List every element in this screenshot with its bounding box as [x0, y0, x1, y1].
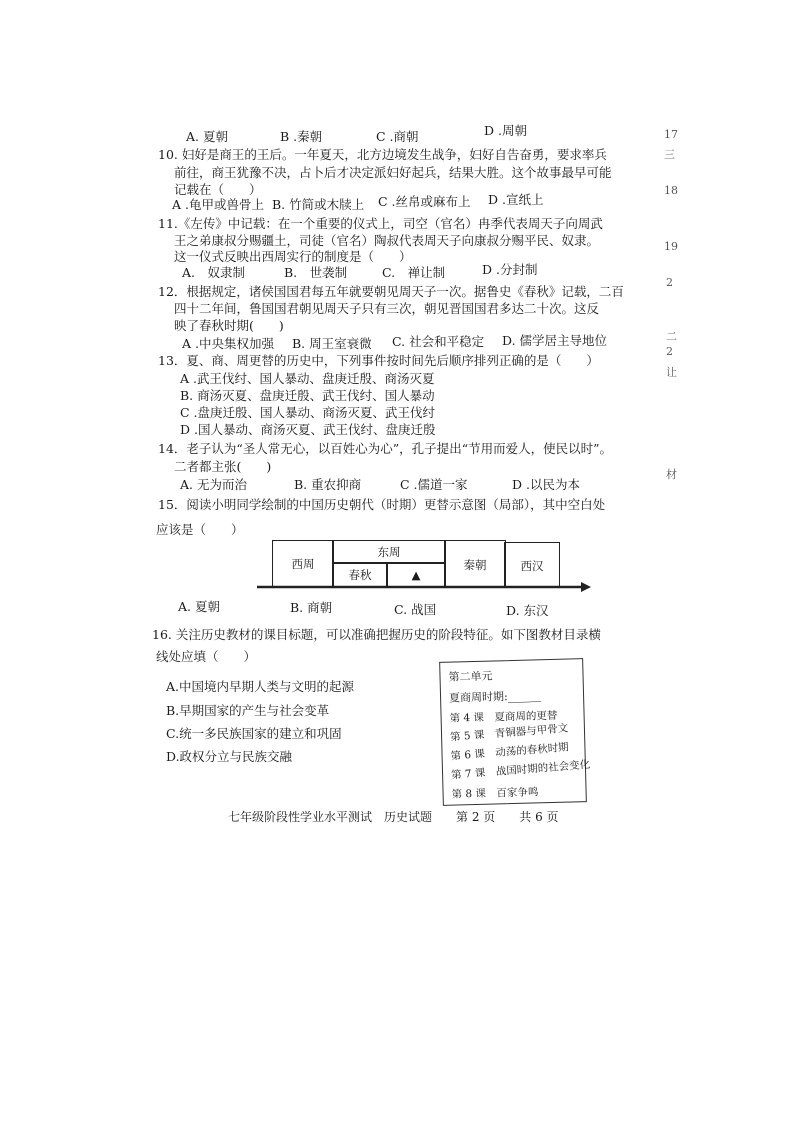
- toc-lesson-7: 第 7 课 战国时期的社会变化: [450, 758, 591, 782]
- q16-option-c: C.统一多民族国家的建立和巩固: [166, 726, 342, 741]
- q15-stem-line1: 15．阅读小明同学绘制的中国历史朝代（时期）更替示意图（局部），其中空白处: [158, 497, 606, 512]
- q12-stem-line1: 12．根据规定，诸侯国国君每五年就要朝见周天子一次。据鲁史《春秋》记载，二百: [158, 284, 624, 299]
- toc-unit-title: 第二单元: [448, 669, 493, 684]
- timeline-label-dongzhou: 东周: [377, 545, 401, 559]
- q11-stem-line3: 这一仪式反映出西周实行的制度是（ ）: [174, 249, 412, 264]
- q14-option-a: A. 无为而治: [180, 477, 247, 492]
- page-footer: 七年级阶段性学业水平测试 历史试题 第 2 页 共 6 页: [228, 810, 559, 824]
- q10-stem-line2: 前往，商王犹豫不决，占卜后才决定派妇好起兵，结果大胜。这个故事最早可能: [174, 165, 612, 180]
- timeline-box-dongzhou: [332, 540, 446, 564]
- q9-option-d: D .周朝: [484, 123, 527, 138]
- q12-option-d: D. 儒学居主导地位: [502, 333, 608, 348]
- q14-stem-line2: 二者都主张( ): [174, 459, 272, 474]
- timeline-label-qin: 秦朝: [463, 558, 487, 572]
- toc-lesson-6: 第 6 课 动荡的春秋时期: [450, 741, 570, 763]
- toc-card: [439, 658, 591, 806]
- q9-option-b: B .秦朝: [280, 129, 323, 144]
- q10-option-d: D .宣纸上: [488, 192, 544, 207]
- toc-lesson-8: 第 8 课 百家争鸣: [451, 786, 539, 801]
- q14-option-b: B. 重农抑商: [294, 477, 362, 492]
- q11-option-a: A. 奴隶制: [182, 265, 246, 280]
- q14-stem-line1: 14．老子认为“圣人常无心，以百姓心为心”，孔子提出“节用而爱人，使民以时”。: [158, 441, 612, 456]
- timeline-blank-marker: ▲: [411, 568, 421, 582]
- q16-stem-line1: 16. 关注历史教材的课目标题，可以准确把握历史的阶段特征。如下图教材目录横: [152, 627, 601, 642]
- q12-option-a: A .中央集权加强: [182, 336, 274, 351]
- edge-mark-5: 2: [666, 276, 673, 289]
- q10-option-b: B. 竹简或木牍上: [272, 197, 365, 212]
- q11-option-c: C. 禅让制: [382, 265, 446, 280]
- q13-option-b: B. 商汤灭夏、盘庚迁殷、武王伐纣、国人暴动: [180, 388, 435, 403]
- toc-lesson-5: 第 5 课 青铜器与甲骨文: [449, 722, 569, 744]
- q11-option-d: D .分封制: [482, 262, 538, 277]
- edge-mark-8: 让: [666, 366, 677, 379]
- timeline-arrow: [255, 580, 595, 596]
- q15-option-a: A. 夏朝: [178, 599, 220, 614]
- q10-stem-line3: 记载在（ ）: [174, 182, 262, 197]
- q16-option-a: A.中国境内早期人类与文明的起源: [166, 679, 355, 694]
- q12-option-b: B. 周王室衰微: [292, 336, 372, 351]
- q13-option-a: A .武王伐纣、国人暴动、盘庚迁殷、商汤灭夏: [180, 371, 435, 386]
- q11-stem-line1: 11.《左传》中记载：在一个重要的仪式上，司空（官名）冉季代表周天子向周武: [158, 216, 603, 231]
- edge-mark-3: 18: [664, 184, 678, 197]
- timeline-label-xizhou: 西周: [291, 557, 315, 571]
- timeline-label-chunqiu: 春秋: [348, 568, 372, 582]
- q10-stem-line1: 10. 妇好是商王的王后。一年夏天，北方边境发生战争，妇好自告奋勇，要求率兵: [158, 147, 607, 162]
- edge-mark-7: 2: [666, 345, 673, 358]
- q15-stem-line2: 应该是（ ）: [156, 522, 244, 537]
- toc-lesson-4: 第 4 课 夏商周的更替: [449, 709, 558, 725]
- edge-mark-9: 材: [666, 468, 677, 481]
- q13-option-c: C .盘庚迁殷、国人暴动、商汤灭夏、武王伐纣: [180, 405, 436, 420]
- q12-stem-line2: 四十二年间，鲁国国君朝见周天子只有三次，朝见晋国国君多达二十次。这反: [174, 301, 600, 316]
- edge-mark-2: 三: [664, 148, 675, 161]
- toc-period-blank: 夏商周时期:______: [448, 689, 541, 705]
- q16-option-b: B.早期国家的产生与社会变革: [166, 703, 330, 718]
- q14-option-d: D .以民为本: [512, 477, 580, 492]
- q15-option-c: C. 战国: [394, 602, 437, 617]
- q15-option-d: D. 东汉: [506, 603, 549, 618]
- q11-stem-line2: 王之弟康叔分赐疆土，司徒（官名）陶叔代表周天子向康叔分赐平民、奴隶。: [174, 233, 600, 248]
- edge-mark-6: 二: [666, 330, 677, 343]
- edge-mark-4: 19: [664, 240, 678, 253]
- q16-stem-line2: 线处应填（ ）: [156, 649, 257, 664]
- q10-option-a: A .龟甲或兽骨上: [172, 197, 264, 212]
- edge-mark-1: 17: [664, 128, 678, 141]
- q11-option-b: B. 世袭制: [284, 265, 348, 280]
- q9-option-a: A. 夏朝: [186, 129, 228, 144]
- q13-option-d: D .国人暴动、商汤灭夏、武王伐纣、盘庚迁殷: [180, 422, 436, 437]
- q12-stem-line3: 映了春秋时期( ): [174, 318, 284, 333]
- q13-stem: 13．夏、商、周更替的历史中，下列事件按时间先后顺序排列正确的是（ ）: [158, 353, 599, 368]
- q14-option-c: C .儒道一家: [400, 477, 468, 492]
- q10-option-c: C .丝帛或麻布上: [378, 194, 471, 209]
- timeline-label-xihan: 西汉: [520, 559, 544, 573]
- q9-option-c: C .商朝: [376, 129, 419, 144]
- q16-option-d: D.政权分立与民族交融: [166, 749, 293, 764]
- q12-option-c: C. 社会和平稳定: [392, 334, 485, 349]
- q15-option-b: B. 商朝: [290, 600, 333, 615]
